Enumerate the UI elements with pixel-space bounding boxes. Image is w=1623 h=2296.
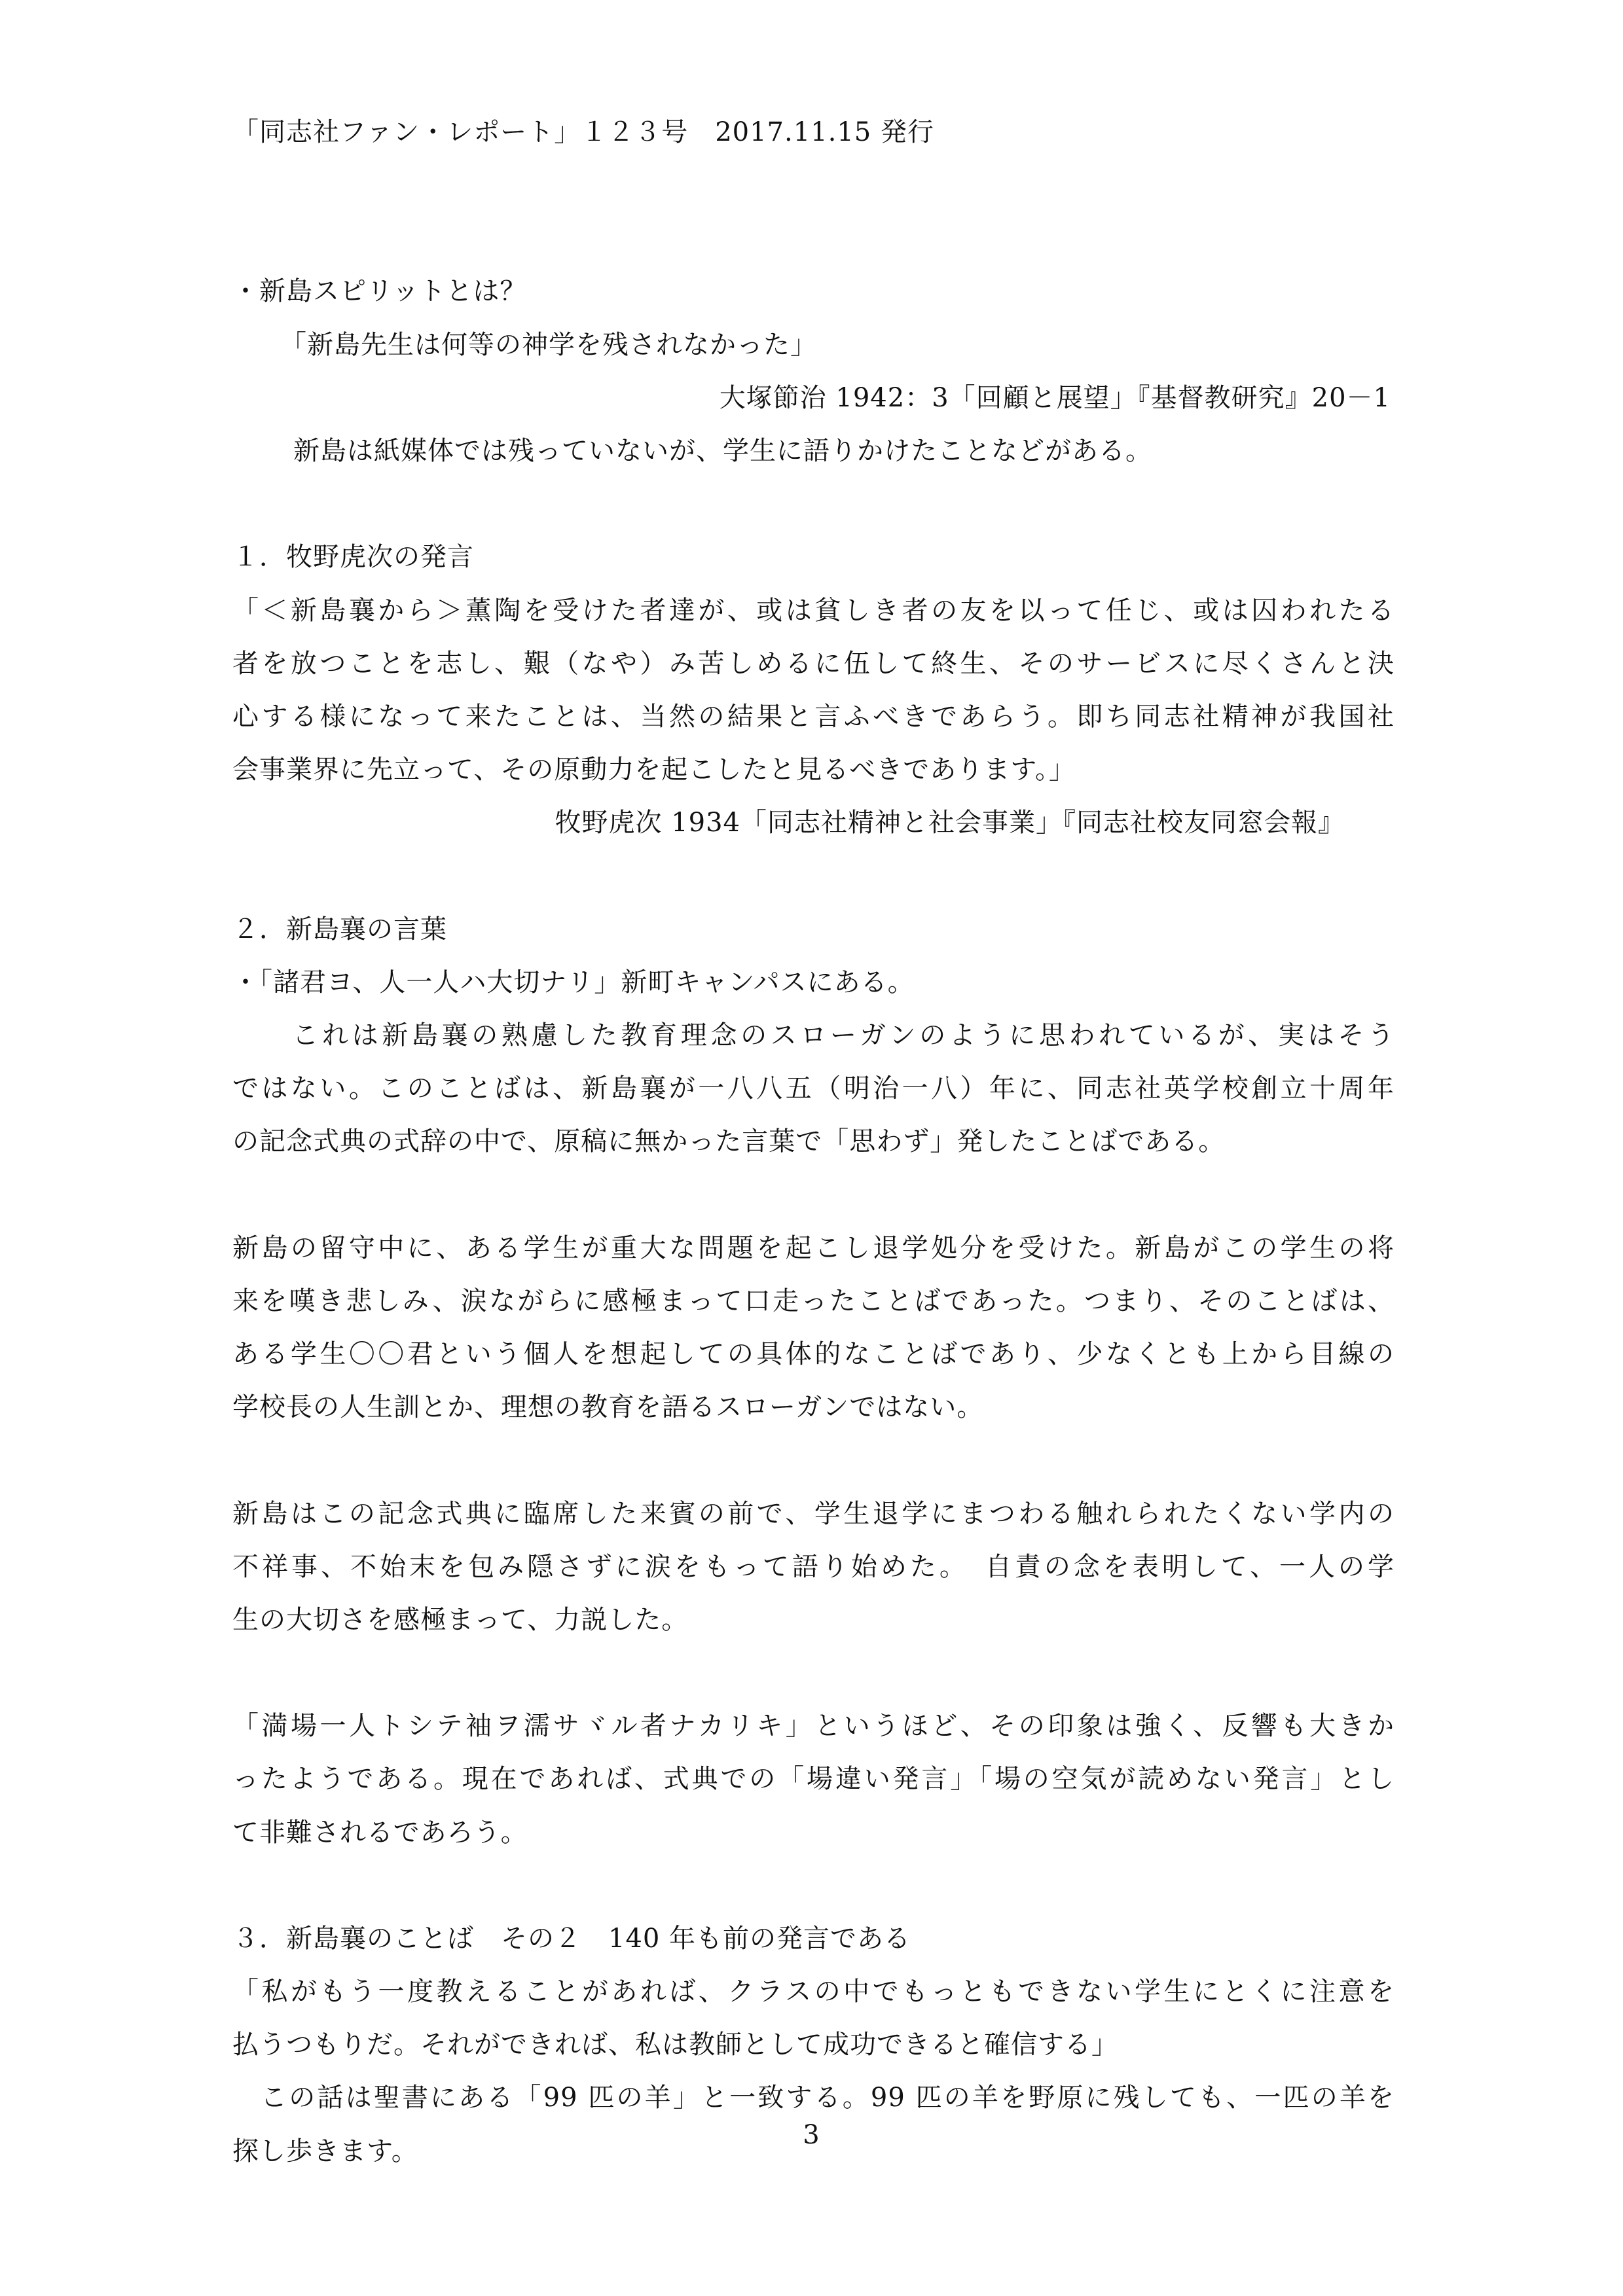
- section2-heading: ２．新島襄の言葉: [232, 914, 447, 944]
- section3-line: 「私がもう一度教えることがあれば、クラスの中でもっともできない学生にとくに注意を: [232, 1977, 1395, 2007]
- header-title: 「同志社ファン・レポート」１２３号 2017.11.15 発行: [232, 117, 934, 147]
- section2-paragraph-line: 新島の留守中に、ある学生が重大な問題を起こし退学処分を受けた。新島がこの学生の将: [232, 1233, 1395, 1263]
- page-number: 3: [803, 2120, 820, 2150]
- section2-paragraph-line: ったようである。現在であれば、式典での「場違い発言」「場の空気が読めない発言」とし: [232, 1764, 1395, 1794]
- section1-line: 者を放つことを志し、艱（なや）み苦しめるに伍して終生、そのサービスに尽くさんと決: [232, 649, 1395, 679]
- section2-paragraph-line: 学校長の人生訓とか、理想の教育を語るスローガンではない。: [232, 1392, 984, 1422]
- section2-paragraph-line: これは新島襄の熟慮した教育理念のスローガンのように思われているが、実はそう: [232, 1020, 1395, 1050]
- section2-paragraph-line: て非難されるであろう。: [232, 1818, 528, 1848]
- intro-heading: ・新島スピリットとは？: [232, 276, 527, 306]
- section1-citation: 牧野虎次 1934「同志社精神と社会事業」『同志社校友同窓会報』: [555, 808, 1345, 838]
- section2-paragraph-line: ではない。このことばは、新島襄が一八八五（明治一八）年に、同志社英学校創立十周年: [232, 1073, 1395, 1103]
- section1-heading: １．牧野虎次の発言: [232, 542, 474, 572]
- section1-line: 心する様になって来たことは、当然の結果と言ふべきであらう。即ち同志社精神が我国社: [232, 702, 1395, 732]
- intro-note: 新島は紙媒体では残っていないが、学生に語りかけたことなどがある。: [293, 436, 1152, 466]
- section2-paragraph-line: 来を嘆き悲しみ、涙ながらに感極まって口走ったことばであった。つまり、そのことばは、: [232, 1286, 1395, 1316]
- section2-bullet: ・「諸君ヨ、人一人ハ大切ナリ」新町キャンパスにある。: [232, 967, 915, 997]
- section1-line: 「＜新島襄から＞薫陶を受けた者達が、或は貧しき者の友を以って任じ、或は囚われたる: [232, 596, 1395, 626]
- section2-paragraph-line: 「満場一人トシテ袖ヲ濡サヾル者ナカリキ」というほど、その印象は強く、反響も大きか: [232, 1711, 1395, 1741]
- intro-quote: 「新島先生は何等の神学を残されなかった」: [280, 330, 817, 360]
- section1-line: 会事業界に先立って、その原動力を起こしたと見るべきであります。」: [232, 755, 1076, 785]
- section3-line: この話は聖書にある「99 匹の羊」と一致する。99 匹の羊を野原に残しても、一匹の羊を: [232, 2083, 1395, 2113]
- section2-paragraph-line: 新島はこの記念式典に臨席した来賓の前で、学生退学にまつわる触れられたくない学内の: [232, 1499, 1395, 1529]
- intro-citation: 大塚節治 1942：3「回顧と展望」『基督教研究』20－1: [719, 383, 1391, 413]
- section3-line: 探し歩きます。: [232, 2136, 418, 2166]
- section2-paragraph-line: 生の大切さを感極まって、力説した。: [232, 1605, 689, 1635]
- section2-paragraph-line: の記念式典の式辞の中で、原稿に無かった言葉で「思わず」発したことばである。: [232, 1126, 1226, 1157]
- section2-paragraph-line: ある学生〇〇君という個人を想起しての具体的なことばであり、少なくとも上から目線の: [232, 1339, 1395, 1369]
- section2-paragraph-line: 不祥事、不始末を包み隠さずに涙をもって語り始めた。 自責の念を表明して、一人の学: [232, 1552, 1395, 1582]
- section3-heading: ３．新島襄のことば その２ 140 年も前の発言である: [232, 1924, 911, 1954]
- section3-line: 払うつもりだ。それができれば、私は教師として成功できると確信する」: [232, 2030, 1118, 2060]
